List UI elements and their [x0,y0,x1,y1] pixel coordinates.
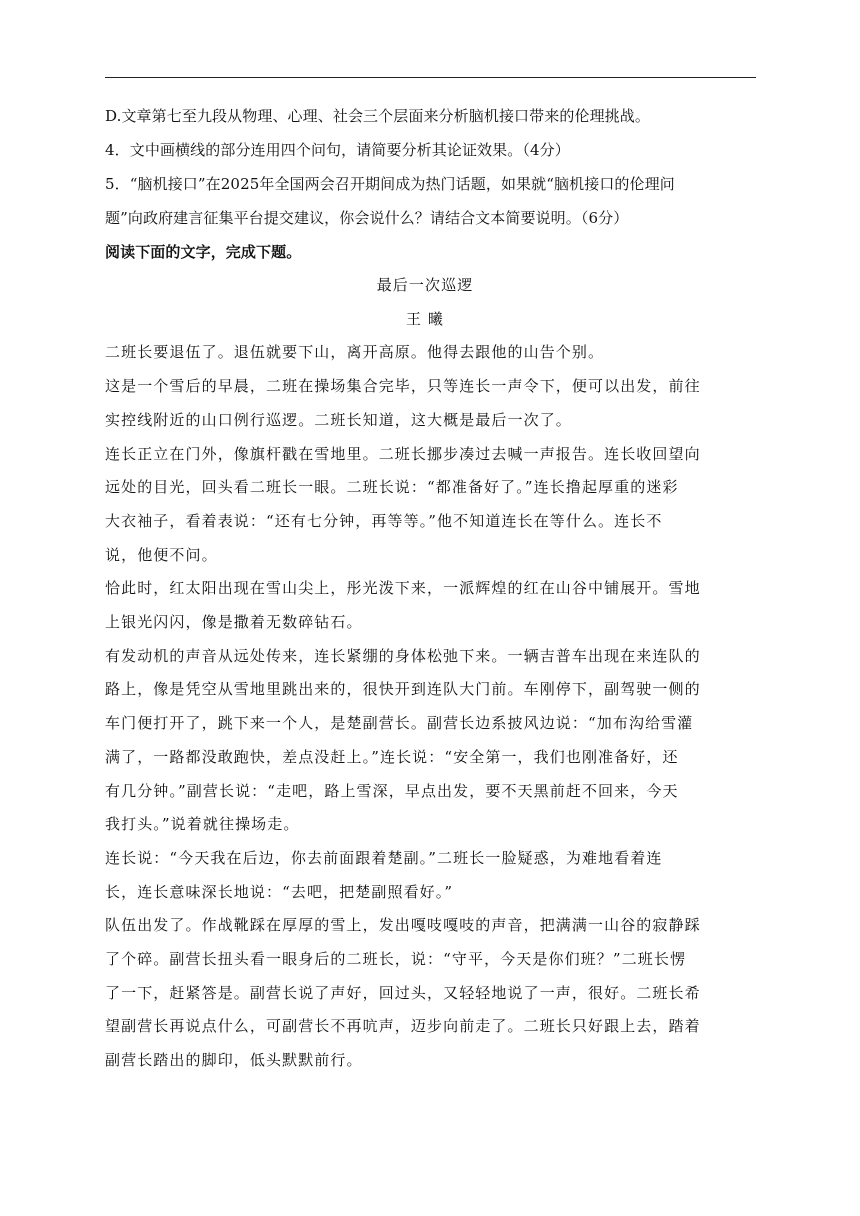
story-author: 王 曦 [405,309,445,328]
story-text-line: 二班长要退伍了。退伍就要下山，离开高原。他得去跟他的山告个别。 [105,343,605,362]
story-text-line: 有发动机的声音从远处传来，连长紧绷的身体松弛下来。一辆吉普车出现在来连队的 [105,646,701,665]
story-text-line: 说，他便不问。 [105,545,218,564]
header-rule [105,77,756,78]
story-body [105,336,745,1077]
story-text-line: 我打头。”说着就往操场走。 [105,815,300,834]
story-text-line: 这是一个雪后的早晨，二班在操场集合完毕，只等连长一声令下，便可以出发，前往 [105,377,701,396]
reading-instruction: 阅读下面的文字，完成下题。 [105,243,302,261]
story-text-line: 有几分钟。”副营长说：“走吧，路上雪深，早点出发，要不天黑前赶不回来，今天 [105,781,679,800]
story-text-line: 满了，一路都没敢跑快，差点没赶上。”连长说：“安全第一，我们也刚准备好，还 [105,747,679,766]
question-5-line-1: 5．“脑机接口”在2025年全国两会召开期间成为热门话题，如果就“脑机接口的伦理问 [105,175,675,193]
story-text-line: 连长说：“今天我在后边，你去前面跟着楚副。”二班长一脸疑惑，为难地看着连 [105,848,663,867]
story-text-line: 了个碎。副营长扭头看一眼身后的二班长，说：“守平，今天是你们班？”二班长愣 [105,950,687,969]
story-text-line: 长，连长意味深长地说：“去吧，把楚副照看好。” [105,882,454,901]
page-content [105,99,745,1078]
story-text-line: 连长正立在门外，像旗杆戳在雪地里。二班长挪步凑过去喊一声报告。连长收回望向 [105,444,701,463]
question-option-d: D.文章第七至九段从物理、心理、社会三个层面来分析脑机接口带来的伦理挑战。 [105,107,650,125]
story-text-line: 恰此时，红太阳出现在雪山尖上，彤光泼下来，一派辉煌的红在山谷中铺展开。雪地 [105,579,701,598]
story-text-line: 上银光闪闪，像是撒着无数碎钻石。 [105,613,363,632]
story-text-line: 车门便打开了，跳下来一个人，是楚副营长。副营长边系披风边说：“加布沟给雪灌 [105,714,694,733]
story-section [105,269,745,1078]
story-text-line: 队伍出发了。作战靴踩在厚厚的雪上，发出嘎吱嘎吱的声音，把满满一山谷的寂静踩 [105,916,701,935]
story-text-line: 大衣袖子，看着表说：“还有七分钟，再等等。”他不知道连长在等什么。连长不 [105,511,663,530]
story-text-line: 远处的目光，回头看二班长一眼。二班长说：“都准备好了。”连长撸起厚重的迷彩 [105,478,679,497]
story-text-line: 了一下，赶紧答是。副营长说了声好，回过头，又轻轻地说了一声，很好。二班长希 [105,983,701,1002]
story-text-line: 副营长踏出的脚印，低头默默前行。 [105,1051,363,1070]
story-text-line: 路上，像是凭空从雪地里跳出来的，很快开到连队大门前。车刚停下，副驾驶一侧的 [105,680,701,699]
question-4: 4．文中画横线的部分连用四个问句，请简要分析其论证效果。（4分） [105,141,570,159]
story-text-line: 望副营长再说点什么，可副营长不再吭声，迈步向前走了。二班长只好跟上去，踏着 [105,1017,701,1036]
story-text-line: 实控线附近的山口例行巡逻。二班长知道，这大概是最后一次了。 [105,410,572,429]
question-5-line-2: 题”向政府建言征集平台提交建议，你会说什么？请结合文本简要说明。（6分） [105,209,629,227]
story-title: 最后一次巡逻 [376,276,474,294]
